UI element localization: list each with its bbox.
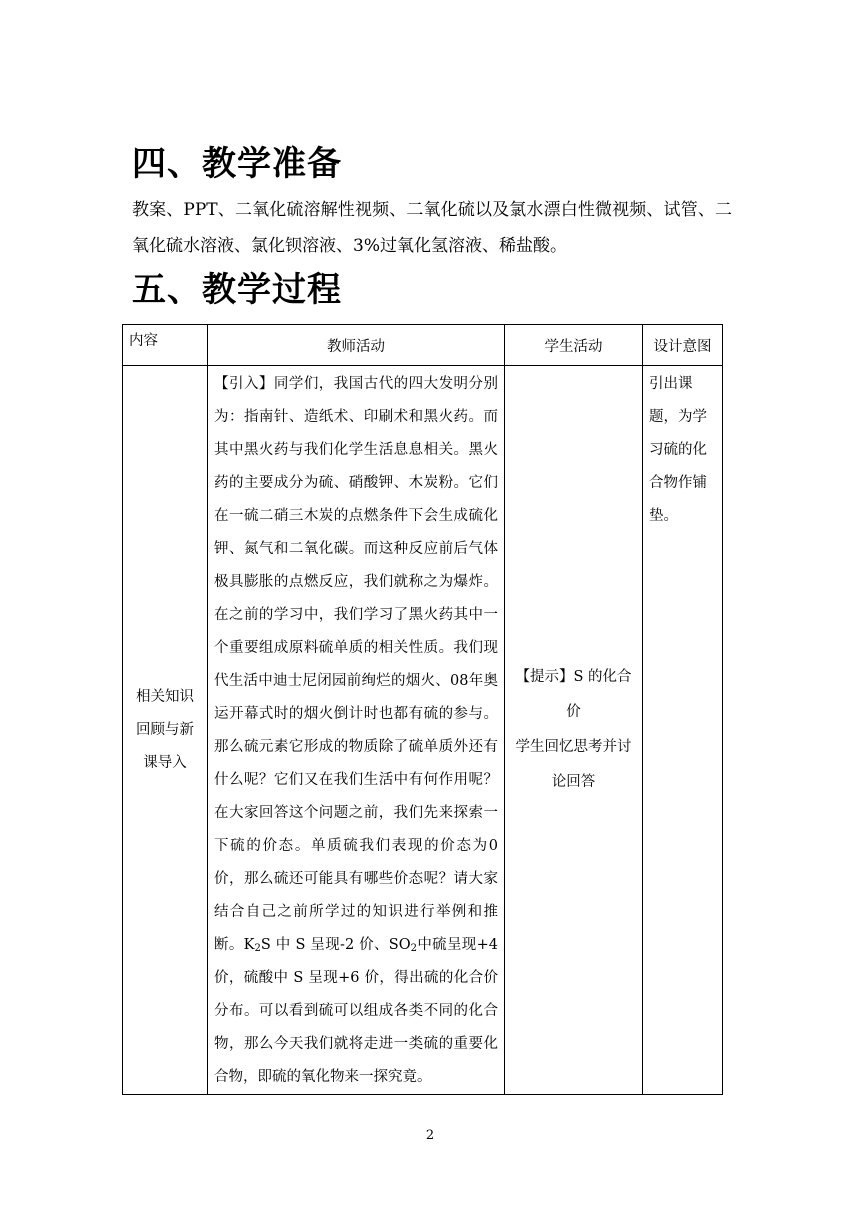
teacher-text-part3: 中硫呈现+4 价，硫酸中 S 呈现+6 价，得出硫的化合价分布。可以看到硫可以组成各类不同的化合物，那么今天我们就将走进一类硫的重要化合物，即硫的氧化物来一探究竟。 <box>214 937 499 1085</box>
row-teacher-cell <box>208 366 505 1095</box>
teacher-text-part2: S 中 S 呈现-2 价、SO <box>260 937 411 953</box>
header-teacher: 教师活动 <box>208 325 505 366</box>
student-activity: 学生回忆思考并讨论回答 <box>515 739 632 790</box>
header-student: 学生活动 <box>505 325 643 366</box>
student-hint: 【提示】S 的化合价 <box>515 669 632 720</box>
teacher-text-part1: 【引入】同学们，我国古代的四大发明分别为：指南针、造纸术、印刷术和黑火药。而其中黑火药与我们化学生活息息相关。黑火药的主要成分为硫、硝酸钾、木炭粉。它们在一硫二硝三木炭的点燃条件下会生成硫化钾、氮气和二氧化碳。而这种反应前后气体极具膨胀的点燃反应，我们就称之为爆炸。在之前的学习中，我们学习了黑火药其中一个重要组成原料硫单质的相关性质。我们现代生活中迪士尼闭园前绚烂的烟火、08年奥运开幕式时的烟火倒计时也都有硫的参与。那么硫元素它形成的物质除了硫单质外还有什么呢？它们又在我们生活中有何作用呢？在大家回答这个问题之前，我们先来探索一下硫的价态。单质硫我们表现的价态为0价，那么硫还可能具有哪些价态呢？请大家结合自己之前所学过的知识进行举例和推断。K <box>214 376 498 953</box>
subscript-2-so2: 2 <box>410 943 417 954</box>
header-intent: 设计意图 <box>643 325 723 366</box>
row-intent-cell: 引出课题，为学习硫的化合物作铺垫。 <box>643 366 723 1095</box>
table-header-row <box>123 325 723 366</box>
table-row <box>123 366 723 1095</box>
section-heading-preparation: 四、教学准备 <box>132 144 342 184</box>
preparation-text: 教案、PPT、二氧化硫溶解性视频、二氧化硫以及氯水漂白性微视频、试管、二氧化硫水溶液、氯化钡溶液、3%过氧化氢溶液、稀盐酸。 <box>132 200 732 256</box>
section-heading-process: 五、教学过程 <box>132 270 342 310</box>
subscript-2-k2s: 2 <box>254 943 261 954</box>
teaching-process-table <box>122 324 723 1095</box>
header-content: 内容 <box>123 325 208 366</box>
row-student-cell <box>505 366 643 1095</box>
row-content-cell: 相关知识回顾与新课导入 <box>123 366 208 1095</box>
page-number: 2 <box>425 1128 435 1143</box>
